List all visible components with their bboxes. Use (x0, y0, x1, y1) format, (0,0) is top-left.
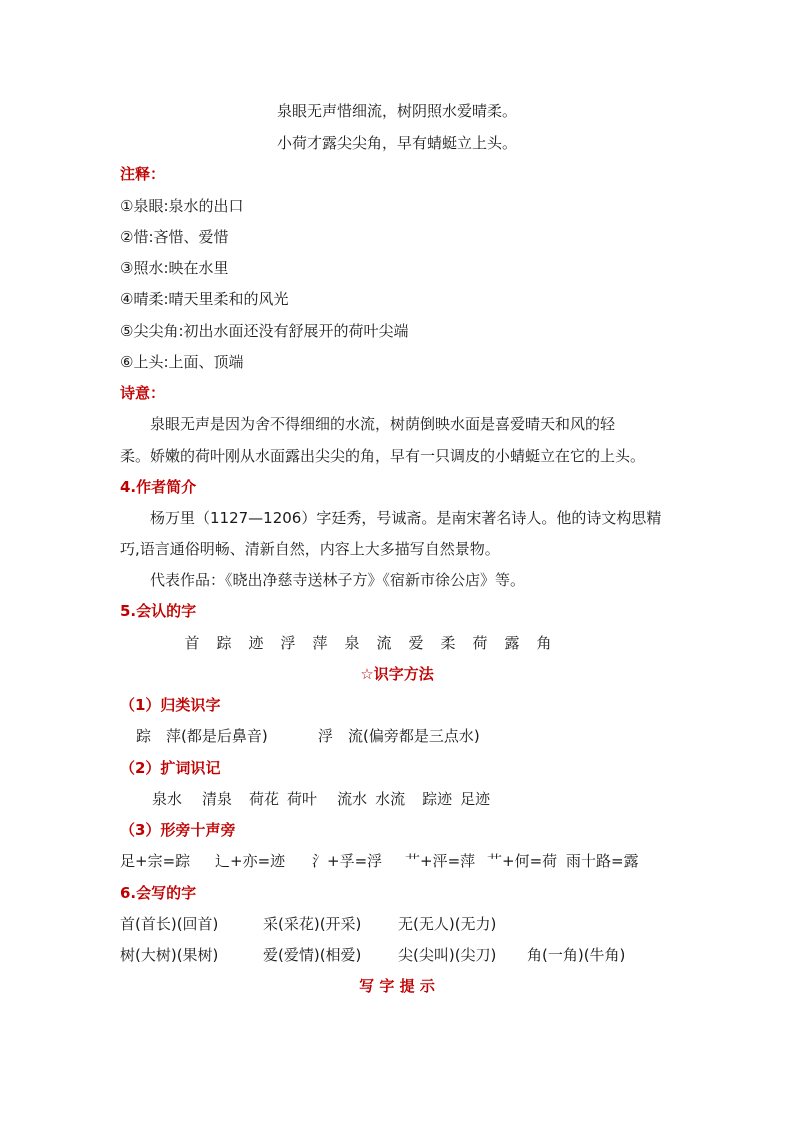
method-title: ☆识字方法 (360, 665, 434, 683)
word: 水流 (375, 790, 406, 808)
method-1-b: 浮 流(偏旁都是三点水) (318, 727, 480, 745)
char: 流 (376, 634, 392, 652)
recognize-heading: 5.会认的字 (120, 602, 197, 620)
write-item: 角(一角)(牛角) (527, 946, 626, 964)
author-line-2: 巧,语言通俗明畅、清新自然，内容上大多描写自然景物。 (120, 540, 500, 558)
method-3-item: 辶+亦=迹 (215, 852, 286, 870)
writing-tips-title: 写 字 提 示 (359, 977, 435, 995)
char: 迹 (248, 634, 264, 652)
method-3-heading: （3）形旁十声旁 (120, 821, 236, 839)
method-3-item: 雨十路=露 (566, 852, 639, 870)
write-heading: 6.会写的字 (120, 884, 197, 902)
meaning-line-1: 泉眼无声是因为舍不得细细的水流，树荫倒映水面是喜爱晴天和风的轻 (150, 415, 616, 433)
char: 柔 (440, 634, 456, 652)
note-item: ⑥上头:上面、顶端 (120, 353, 244, 371)
write-item: 爱(爱情)(相爱) (263, 946, 362, 964)
note-item: ①泉眼:泉水的出口 (120, 197, 244, 215)
char: 萍 (312, 634, 328, 652)
author-heading: 4.作者简介 (120, 478, 197, 496)
word: 清泉 (202, 790, 233, 808)
write-item: 首(首长)(回首) (120, 915, 219, 933)
word: 泉水 (152, 790, 183, 808)
write-item: 采(采花)(开采) (263, 915, 362, 933)
write-item: 树(大树)(果树) (120, 946, 219, 964)
method-2-heading: （2）扩词识记 (120, 759, 221, 777)
note-item: ④晴柔:晴天里柔和的风光 (120, 290, 289, 308)
method-3-item: 艹+何=荷 (487, 852, 558, 870)
method-3-item: 艹+泙=萍 (405, 852, 476, 870)
poem-line-2: 小荷才露尖尖角，早有蜻蜓立上头。 (276, 134, 517, 152)
method-3-item: 氵+孚=浮 (312, 852, 383, 870)
note-item: ③照水:映在水里 (120, 259, 229, 277)
method-3-item: 足+宗=踪 (120, 852, 191, 870)
char: 荷 (472, 634, 488, 652)
poem-line-1: 泉眼无声惜细流，树阴照水爱晴柔。 (276, 102, 517, 120)
word: 流水 (337, 790, 368, 808)
word: 荷花 (249, 790, 280, 808)
method-1-heading: （1）归类识字 (120, 696, 221, 714)
write-item: 尖(尖叫)(尖刀) (398, 946, 497, 964)
method-1-a: 踪 萍(都是后鼻音) (136, 727, 268, 745)
write-item: 无(无人)(无力) (398, 915, 497, 933)
char: 露 (504, 634, 520, 652)
char: 爱 (408, 634, 424, 652)
meaning-heading: 诗意： (120, 384, 166, 402)
note-item: ⑤尖尖角:初出水面还没有舒展开的荷叶尖端 (120, 322, 409, 340)
char: 首 (184, 634, 200, 652)
word: 踪迹 (422, 790, 453, 808)
char: 角 (536, 634, 552, 652)
method-2-words (152, 789, 490, 809)
meaning-line-2: 柔。娇嫩的荷叶刚从水面露出尖尖的角，早有一只调皮的小蜻蜓立在它的上头。 (120, 447, 646, 465)
author-line-1: 杨万里（1127—1206）字廷秀，号诚斋。是南宋著名诗人。他的诗文构思精 (150, 509, 662, 527)
char: 浮 (280, 634, 296, 652)
author-works: 代表作品：《晓出净慈寺送林子方》《宿新市徐公店》等。 (150, 571, 526, 589)
note-item: ②惜:吝惜、爱惜 (120, 228, 229, 246)
char: 泉 (344, 634, 360, 652)
notes-heading: 注释： (120, 165, 166, 183)
word: 荷叶 (287, 790, 318, 808)
word: 足迹 (460, 790, 491, 808)
char: 踪 (216, 634, 232, 652)
recognize-chars (176, 633, 560, 653)
